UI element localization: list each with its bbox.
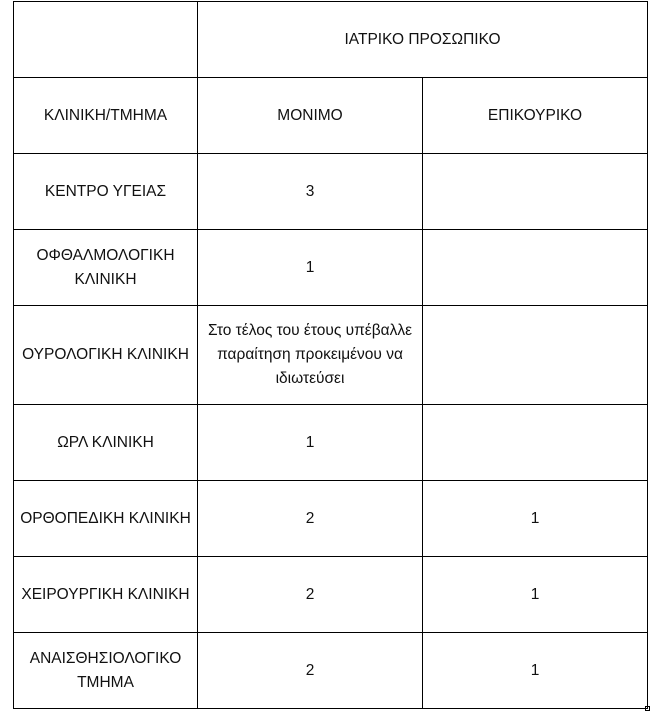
- department-cell: ΩΡΛ ΚΛΙΝΙΚΗ: [14, 405, 198, 481]
- table-row: [14, 481, 648, 557]
- auxiliary-cell: [423, 405, 648, 481]
- department-cell: ΟΦΘΑΛΜΟΛΟΓΙΚΗ ΚΛΙΝΙΚΗ: [14, 230, 198, 306]
- permanent-cell: 2: [198, 633, 423, 709]
- auxiliary-cell: [423, 306, 648, 405]
- table-row: [14, 633, 648, 709]
- column-header-permanent: ΜΟΝΙΜΟ: [198, 78, 423, 154]
- department-cell: ΟΡΘΟΠΕΔΙΚΗ ΚΛΙΝΙΚΗ: [14, 481, 198, 557]
- department-cell: ΧΕΙΡΟΥΡΓΙΚΗ ΚΛΙΝΙΚΗ: [14, 557, 198, 633]
- table-row: [14, 154, 648, 230]
- auxiliary-cell: [423, 230, 648, 306]
- permanent-cell: Στο τέλος του έτους υπέβαλλε παραίτηση προκειμένου να ιδιωτεύσει: [198, 306, 423, 405]
- column-header-auxiliary: ΕΠΙΚΟΥΡΙΚΟ: [423, 78, 648, 154]
- permanent-cell: 2: [198, 481, 423, 557]
- permanent-cell: 3: [198, 154, 423, 230]
- group-header-medical-staff: ΙΑΤΡΙΚΟ ΠΡΟΣΩΠΙΚΟ: [198, 2, 648, 78]
- permanent-cell: 1: [198, 230, 423, 306]
- auxiliary-cell: 1: [423, 633, 648, 709]
- table-row: [14, 405, 648, 481]
- department-cell: ΚΕΝΤΡΟ ΥΓΕΙΑΣ: [14, 154, 198, 230]
- department-cell: ΟΥΡΟΛΟΓΙΚΗ ΚΛΙΝΙΚΗ: [14, 306, 198, 405]
- auxiliary-cell: 1: [423, 557, 648, 633]
- permanent-cell: 2: [198, 557, 423, 633]
- table-group-header-row: [14, 2, 648, 78]
- table-resize-handle[interactable]: [645, 706, 650, 711]
- column-header-department: ΚΛΙΝΙΚΗ/ΤΜΗΜΑ: [14, 78, 198, 154]
- table-row: [14, 306, 648, 405]
- auxiliary-cell: 1: [423, 481, 648, 557]
- table-row: [14, 230, 648, 306]
- table-column-header-row: [14, 78, 648, 154]
- table-row: [14, 557, 648, 633]
- auxiliary-cell: [423, 154, 648, 230]
- department-cell: ΑΝΑΙΣΘΗΣΙΟΛΟΓΙΚΟ ΤΜΗΜΑ: [14, 633, 198, 709]
- empty-corner-cell: [14, 2, 198, 78]
- medical-staff-table: [13, 1, 648, 709]
- permanent-cell: 1: [198, 405, 423, 481]
